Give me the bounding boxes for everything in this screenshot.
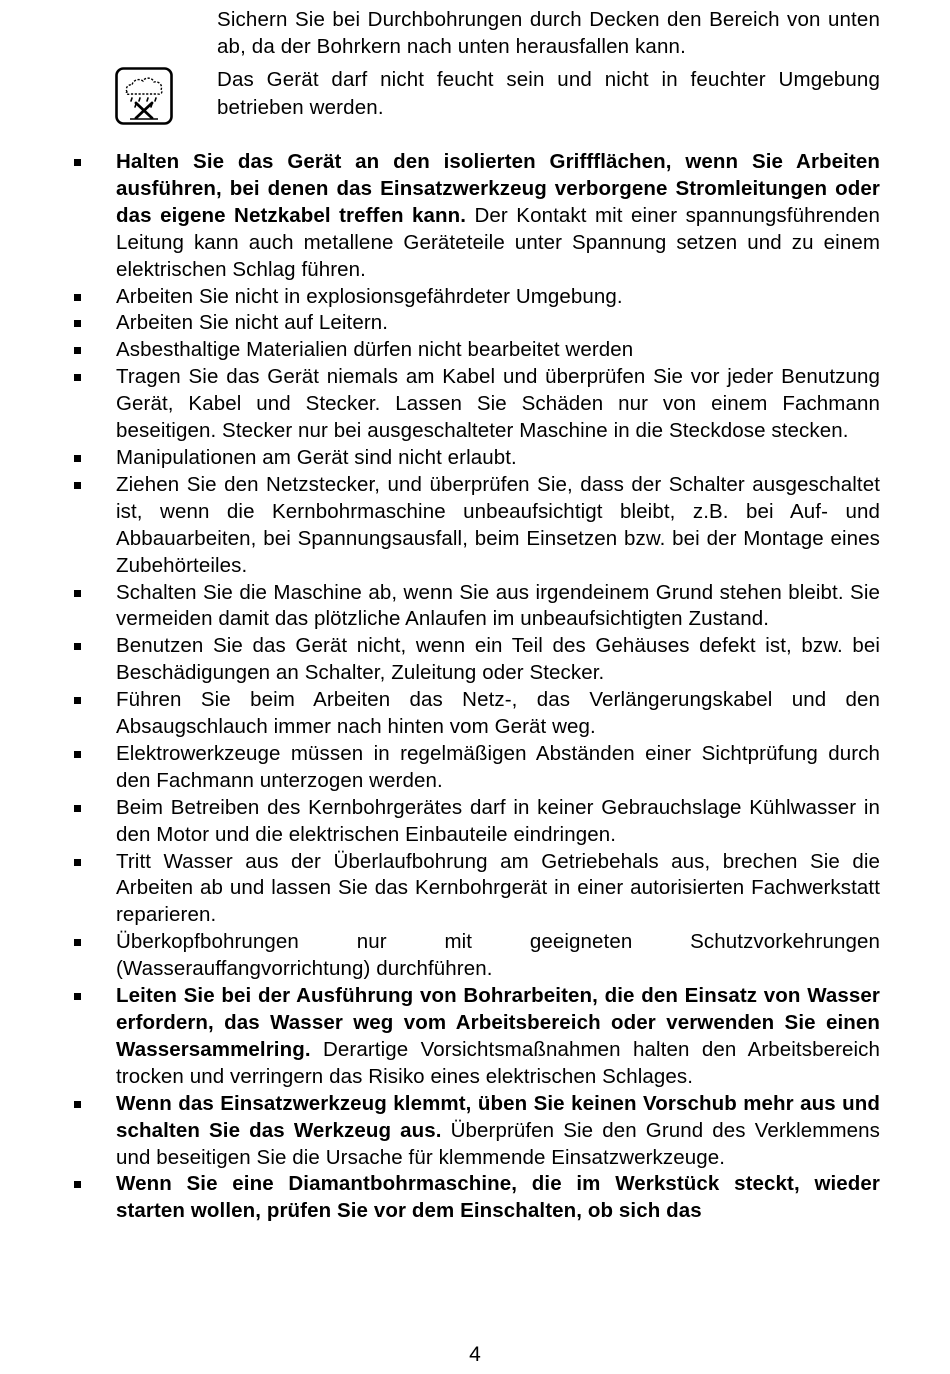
list-item-text: Tragen Sie das Gerät niemals am Kabel und überprüfen Sie vor jeder Benutzung Gerät, Kabel und Stecker. Lassen Sie Schäden nur von einem Fachmann beseitigen. Stecker nur bei ausgeschalteter Maschine in die Steckdose stecken. <box>116 365 880 443</box>
list-item <box>0 633 950 687</box>
safety-instructions-list <box>0 149 950 1225</box>
list-item <box>0 580 950 634</box>
list-item-text: Derartige Vorsichtsmaßnahmen halten den Arbeitsbereich trocken und verringern das Risiko eines elektrischen Schlages. <box>116 1037 881 1088</box>
list-item <box>0 310 950 337</box>
list-item-text: Schalten Sie die Maschine ab, wenn Sie aus irgendeinem Grund stehen bleibt. Sie vermeiden damit das plötzliche Anlaufen im unbeaufsichtigten Zustand. <box>116 580 880 631</box>
list-item <box>0 929 950 983</box>
list-item <box>0 1171 950 1225</box>
list-item <box>0 149 950 284</box>
list-item <box>0 741 950 795</box>
list-item-text: Asbesthaltige Materialien dürfen nicht bearbeitet werden <box>116 338 634 362</box>
list-item-text: Elektrowerkzeuge müssen in regelmäßigen Abständen einer Sichtprüfung durch den Fachmann unterzogen werden. <box>116 741 880 792</box>
list-item <box>0 472 950 580</box>
list-item-text: Arbeiten Sie nicht in explosionsgefährdeter Umgebung. <box>116 284 623 308</box>
list-item <box>0 687 950 741</box>
list-item-text: Führen Sie beim Arbeiten das Netz-, das Verlängerungskabel und den Absaugschlauch immer nach hinten vom Gerät weg. <box>116 688 880 739</box>
list-item-text: Ziehen Sie den Netzstecker, und überprüfen Sie, dass der Schalter ausgeschaltet ist, wenn die Kernbohrmaschine unbeaufsichtigt bleibt, z.B. bei Auf- und Abbauarbeiten, bei Spannungsausfall, beim Einsetzen bzw. bei der Montage eines Zubehörteiles. <box>116 472 880 577</box>
no-wet-environment-icon <box>114 66 174 126</box>
list-item <box>0 364 950 445</box>
list-item-text: Benutzen Sie das Gerät nicht, wenn ein Teil des Gehäuses defekt ist, bzw. bei Beschädigungen an Schalter, Zuleitung oder Stecker. <box>116 634 880 685</box>
list-item-text: Manipulationen am Gerät sind nicht erlaubt. <box>116 445 517 469</box>
list-item-text: Beim Betreiben des Kernbohrgerätes darf in keiner Gebrauchslage Kühlwasser in den Motor und die elektrischen Einbauteile eindringen. <box>116 795 880 846</box>
list-item-text: Überkopfbohrungen nur mit geeigneten Schutzvorkehrungen (Wasserauffangvorrichtung) durchführen. <box>116 930 880 981</box>
list-item <box>0 795 950 849</box>
list-item <box>0 849 950 930</box>
list-item-bold-text: Leiten Sie bei der Ausführung von Bohrarbeiten, die den Einsatz von Wasser erfordern, das Wasser weg vom Arbeitsbereich oder verwenden Sie einen Wassersammelring. <box>116 984 880 1061</box>
page-number: 4 <box>469 1343 481 1366</box>
list-item <box>0 1091 950 1172</box>
intro-paragraph-ceiling-drilling: Sichern Sie bei Durchbohrungen durch Decken den Bereich von unten ab, da der Bohrkern nach unten herausfallen kann. <box>217 8 880 59</box>
list-item-bold-text: Halten Sie das Gerät an den isolierten Griffflächen, wenn Sie Arbeiten ausführen, bei denen das Einsatzwerkzeug verborgene Stromleitungen oder das eigene Netzkabel treffen kann. <box>116 150 880 227</box>
list-item <box>0 445 950 472</box>
list-item-text: Arbeiten Sie nicht auf Leitern. <box>116 311 389 335</box>
list-item-text: Tritt Wasser aus der Überlaufbohrung am Getriebehals aus, brechen Sie die Arbeiten ab und lassen Sie das Kernbohrgerät in einer autorisierten Fachwerkstatt reparieren. <box>116 849 880 927</box>
list-item <box>0 983 950 1091</box>
list-item <box>0 337 950 364</box>
list-item-bold-text: Wenn Sie eine Diamantbohrmaschine, die im Werkstück steckt, wieder starten wollen, prüfen Sie vor dem Einschalten, ob sich das <box>116 1172 880 1223</box>
list-item-text: Der Kontakt mit einer spannungsführenden Leitung kann auch metallene Geräteteile unter Spannung setzen und zu einem elektrischen Schlag führen. <box>116 203 881 281</box>
list-item-bold-text: Wenn das Einsatzwerkzeug klemmt, üben Sie keinen Vorschub mehr aus und schalten Sie das Werkzeug aus. <box>116 1091 880 1142</box>
list-item-text: Überprüfen Sie den Grund des Verklemmens und beseitigen Sie die Ursache für klemmende Einsatzwerkzeuge. <box>116 1118 880 1169</box>
intro-paragraph-moisture: Das Gerät darf nicht feucht sein und nicht in feuchter Umgebung betrieben werden. <box>217 68 880 119</box>
list-item <box>0 284 950 311</box>
intro-block <box>217 6 880 121</box>
